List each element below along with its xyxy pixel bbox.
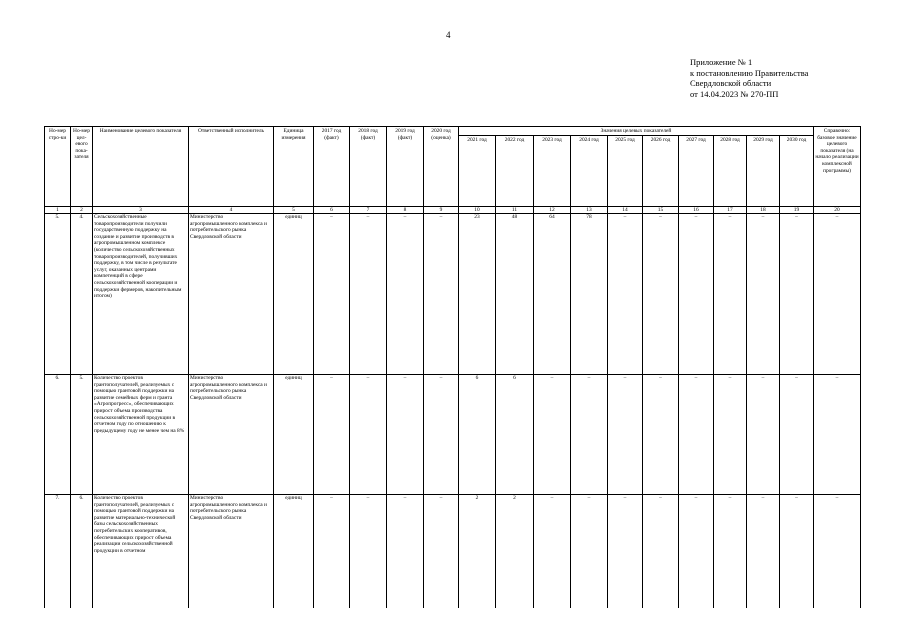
header-indicator-name: Наименование целевого показателя [93, 127, 189, 207]
column-number: 10 [459, 207, 496, 214]
column-number: 9 [424, 207, 459, 214]
value-cell: – [387, 495, 424, 609]
header-year: 2029 год [747, 135, 780, 206]
value-cell: – [679, 375, 714, 495]
column-number: 16 [679, 207, 714, 214]
header-year: 2028 год [714, 135, 747, 206]
row-number: 5. [45, 214, 71, 375]
unit: единиц [274, 375, 314, 495]
value-cell: – [608, 495, 643, 609]
header-year: 2026 год [643, 135, 679, 206]
indicator-number: 4. [71, 214, 93, 375]
value-cell: – [608, 375, 643, 495]
unit: единиц [274, 495, 314, 609]
executor: Министерство агропромышленного комплекса и потребительского рынка Свердловской области [189, 495, 274, 609]
column-number: 8 [387, 207, 424, 214]
column-number: 5 [274, 207, 314, 214]
appendix-line: Приложение № 1 [690, 57, 753, 67]
value-cell: 6 [459, 375, 496, 495]
header-year: 2027 год [679, 135, 714, 206]
header-2019: 2019 год (факт) [387, 127, 424, 207]
page-number: 4 [446, 30, 451, 40]
column-number: 18 [747, 207, 780, 214]
value-cell: – [314, 495, 350, 609]
column-number: 4 [189, 207, 274, 214]
table-row [45, 375, 861, 495]
indicators-table [44, 126, 861, 608]
value-cell: – [679, 214, 714, 375]
value-cell: 23 [459, 214, 496, 375]
column-number: 15 [643, 207, 679, 214]
value-cell: – [747, 214, 780, 375]
indicator-number: 6. [71, 495, 93, 609]
table-row [45, 214, 861, 375]
header-year: 2022 год [496, 135, 534, 206]
indicator-name: Количество проектов грантополучателей, реализуемых с помощью грантовой поддержки на развитие семейных ферм и гранта «Агропрогресс», обеспечивающих прирост объема производства сельскохозяйственной продукции в отчетном году по отношению к предыдущему году не менее чем на 8% [93, 375, 189, 495]
header-2018: 2018 год (факт) [350, 127, 387, 207]
value-cell: 2 [496, 495, 534, 609]
header-2017: 2017 год (факт) [314, 127, 350, 207]
column-number: 11 [496, 207, 534, 214]
value-cell: – [780, 375, 814, 495]
value-cell: – [350, 375, 387, 495]
header-year: 2024 год [571, 135, 608, 206]
column-number: 20 [814, 207, 861, 214]
value-cell: – [643, 214, 679, 375]
appendix-line: Свердловской области [690, 78, 772, 88]
appendix-line: к постановлению Правительства [690, 67, 809, 78]
column-number: 3 [93, 207, 189, 214]
value-cell: – [780, 495, 814, 609]
value-cell: – [643, 375, 679, 495]
header-year: 2023 год [534, 135, 571, 206]
row-number: 6. [45, 375, 71, 495]
column-number: 12 [534, 207, 571, 214]
header-year: 2021 год [459, 135, 496, 206]
header-year: 2030 год [780, 135, 814, 206]
value-cell: – [814, 495, 861, 609]
value-cell: 64 [534, 214, 571, 375]
indicator-name: Сельскохозяйственные товаропроизводители получили государственную поддержку на создание и развитие производств в агропромышленном комплексе (количество сельскохозяйственных товаропроизводителей, получивших поддержку, в том числе в результате услуг, оказанных центрами компетенций в сфере сельскохозяйственной кооперации и поддержки фермеров, накопительным итогом) [93, 214, 189, 375]
header-executor: Ответственный исполнитель [189, 127, 274, 207]
value-cell: – [350, 495, 387, 609]
value-cell: – [314, 375, 350, 495]
column-numbers-row [45, 207, 861, 214]
header-indicator-number: Но-мер цел-евого пока-зателя [71, 127, 93, 207]
value-cell: 78 [571, 214, 608, 375]
value-cell: – [424, 375, 459, 495]
value-cell: – [571, 375, 608, 495]
value-cell: – [714, 375, 747, 495]
appendix-line: от 14.04.2023 № 270-ПП [690, 88, 779, 99]
header-reference: Справочно: базовое значение целевого показателя (на начало реализации комплексной программы) [814, 127, 861, 207]
value-cell: – [780, 214, 814, 375]
column-number: 19 [780, 207, 814, 214]
value-cell: – [608, 214, 643, 375]
header-row-number: Но-мер стро-ки [45, 127, 71, 207]
indicator-name: Количество проектов грантополучателей, реализуемых с помощью грантовой поддержки на развитие материально-технической базы сельскохозяйственных потребительских кооперативов, обеспечивающих прирост объема реализации сельскохозяйственной продукции в отчетном [93, 495, 189, 609]
value-cell: 2 [459, 495, 496, 609]
executor: Министерство агропромышленного комплекса и потребительского рынка Свердловской области [189, 214, 274, 375]
column-number: 7 [350, 207, 387, 214]
column-number: 2 [71, 207, 93, 214]
column-number: 1 [45, 207, 71, 214]
column-number: 13 [571, 207, 608, 214]
header-year: 2025 год [608, 135, 643, 206]
value-cell: – [424, 214, 459, 375]
row-number: 7. [45, 495, 71, 609]
value-cell: – [679, 495, 714, 609]
value-cell: – [747, 375, 780, 495]
value-cell: – [814, 214, 861, 375]
value-cell: – [714, 495, 747, 609]
executor: Министерство агропромышленного комплекса и потребительского рынка Свердловской области [189, 375, 274, 495]
header-values-group: Значения целевых показателей [459, 127, 814, 136]
value-cell: – [387, 375, 424, 495]
value-cell: – [714, 214, 747, 375]
column-number: 6 [314, 207, 350, 214]
value-cell: – [534, 495, 571, 609]
value-cell: – [643, 495, 679, 609]
value-cell: – [314, 214, 350, 375]
value-cell: 48 [496, 214, 534, 375]
value-cell: – [534, 375, 571, 495]
value-cell: – [387, 214, 424, 375]
header-2020: 2020 год (оценка) [424, 127, 459, 207]
column-number: 14 [608, 207, 643, 214]
value-cell: 6 [496, 375, 534, 495]
indicator-number: 5. [71, 375, 93, 495]
column-number: 17 [714, 207, 747, 214]
value-cell: – [747, 495, 780, 609]
header-unit: Единица измерения [274, 127, 314, 207]
unit: единиц [274, 214, 314, 375]
value-cell: – [350, 214, 387, 375]
table-row [45, 495, 861, 609]
appendix-header [690, 57, 808, 99]
value-cell: – [814, 375, 861, 495]
value-cell: – [571, 495, 608, 609]
value-cell: – [424, 495, 459, 609]
